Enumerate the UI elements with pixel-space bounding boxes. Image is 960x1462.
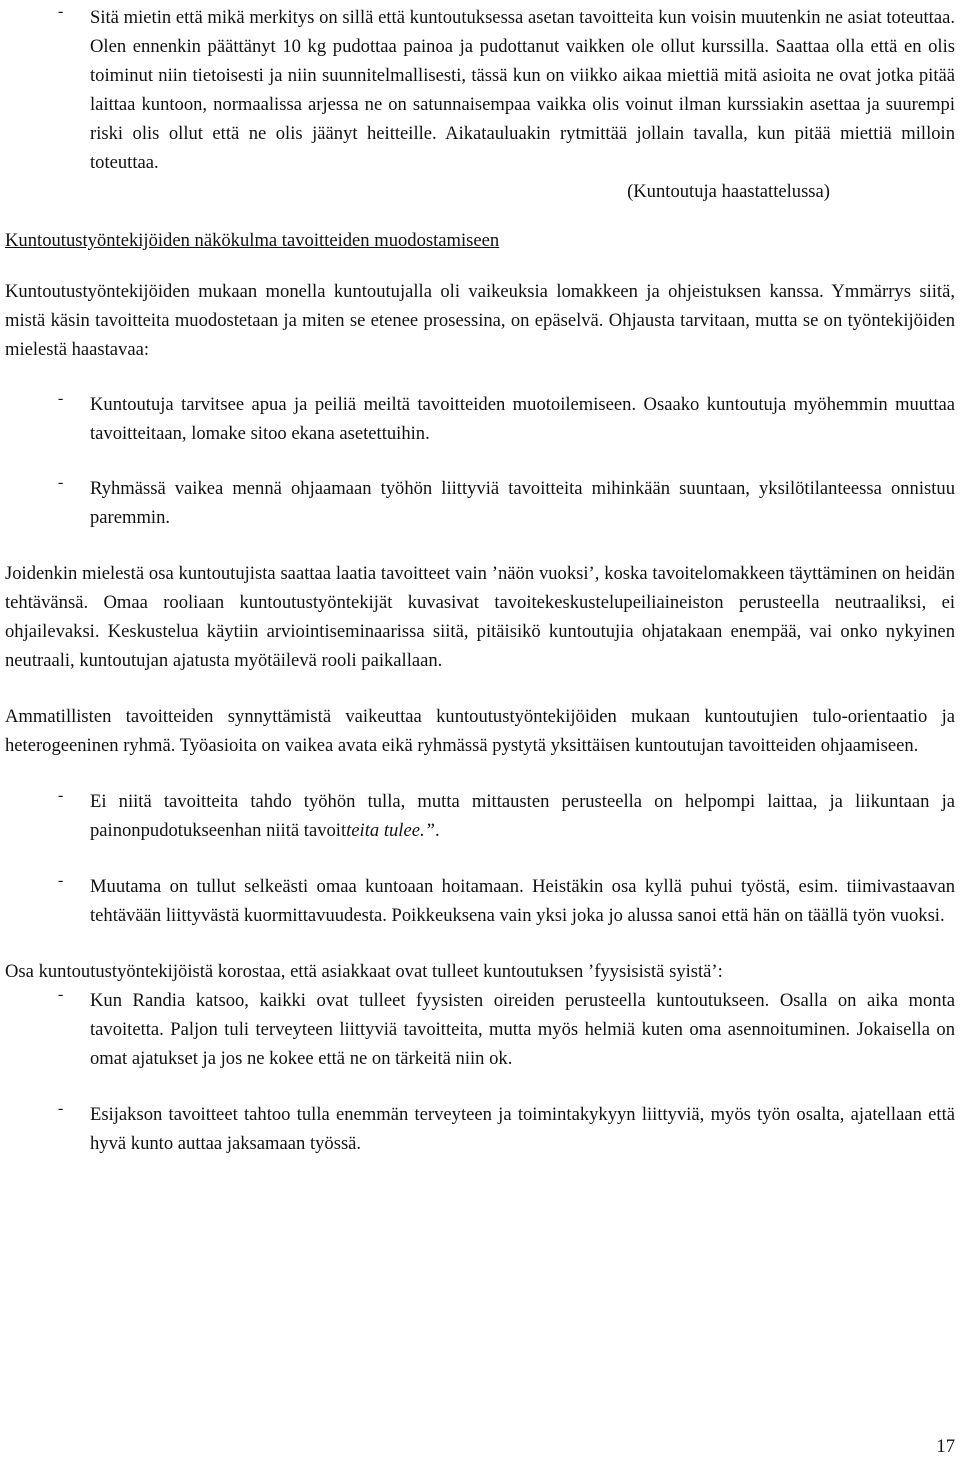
quote-text: Sitä mietin että mikä merkitys on sillä että kuntoutuksessa asetan tavoitteita kun voisin muutenkin ne asiat toteuttaa. Olen ennenkin päättänyt 10 kg pudottaa painoa ja pudottanut vaikken ole ollut kurssilla. Saattaa olla että en olis toiminut niin tietoisesti ja niin suunnitelmallisesti, tässä kun on viikko aikaa miettiä mitä asioita ne ovat jotka pitää laittaa kuntoon, normaalissa arjessa ne on satunnaisempaa vaikka olis voinut ilman kurssiakin asettaa ja suurempi riski olis ollut että ne olis jäänyt heitteille. Aikatauluakin rytmittää jollain tavalla, kun pitää miettiä milloin toteuttaa. bbox=[90, 7, 955, 173]
bullet-dash: - bbox=[58, 986, 64, 1003]
quote-text: Kun Randia katsoo, kaikki ovat tulleet fyysisten oireiden perusteella kuntoutukseen. Osalla on aika monta tavoitetta. Paljon tuli terveyteen liittyviä tavoitteita, mutta myös helmiä kuten oma asennoituminen. Jokaisella on omat ajatukset ja jos ne kokee että ne on tärkeitä niin ok. bbox=[90, 990, 955, 1069]
bullet-dash: - bbox=[58, 390, 64, 407]
quote-bullet bbox=[5, 872, 955, 930]
quote-text: Muutama on tullut selkeästi omaa kuntoaan hoitamaan. Heistäkin osa kyllä puhui työstä, esim. tiimivastaavan tehtävään liittyvästä kuormittavuudesta. Poikkeuksena vain yksi joka jo alussa sanoi että hän on täällä työn vuoksi. bbox=[90, 876, 955, 926]
quote-bullet bbox=[5, 474, 955, 532]
bullet-dash: - bbox=[58, 1100, 64, 1117]
document-page bbox=[5, 3, 955, 1158]
paragraph: Kuntoutustyöntekijöiden mukaan monella kuntoutujalla oli vaikeuksia lomakkeen ja ohjeistuksen kanssa. Ymmärrys siitä, mistä käsin tavoitteita muodostetaan ja miten se etenee prosessina, on epäselvä. Ohjausta tarvitaan, mutta se on työntekijöiden mielestä haastavaa: bbox=[5, 281, 955, 360]
quote-bullet bbox=[5, 986, 955, 1073]
page-number: 17 bbox=[936, 1436, 955, 1457]
quote-text: Ryhmässä vaikea mennä ohjaamaan työhön liittyviä tavoitteita mihinkään suuntaan, yksilötilanteessa onnistuu paremmin. bbox=[90, 478, 955, 528]
paragraph: Joidenkin mielestä osa kuntoutujista saattaa laatia tavoitteet vain ’näön vuoksi’, koska tavoitelomakkeen täyttäminen on heidän tehtävänsä. Omaa rooliaan kuntoutustyöntekijät kuvasivat tavoitekeskustelupeiliaineiston perusteella neutraaliksi, ei ohjailevaksi. Keskustelua käytiin arviointiseminaarissa siitä, pitäisikö kuntoutujia ohjatakaan enempää, vai onko nykyinen neutraali, kuntoutujan ajatusta myötäilevä rooli paikallaan. bbox=[5, 563, 955, 671]
quote-text-main: Ei niitä tavoitteita tahdo työhön tulla, mutta mittausten perusteella on helpompi laittaa, ja liikuntaan ja painonpudotukseenhan niitä tavoit bbox=[90, 791, 955, 841]
bullet-dash: - bbox=[58, 872, 64, 889]
section-heading: Kuntoutustyöntekijöiden näkökulma tavoitteiden muodostamiseen bbox=[5, 230, 500, 251]
quote-text: Esijakson tavoitteet tahtoo tulla enemmän terveyteen ja toimintakykyyn liittyviä, myös työn osalta, ajatellaan että hyvä kunto auttaa jaksamaan työssä. bbox=[90, 1104, 955, 1154]
quote-attribution: (Kuntoutuja haastattelussa) bbox=[627, 181, 830, 202]
bullet-dash: - bbox=[58, 474, 64, 491]
quote-text-italic: teita tulee.” bbox=[346, 820, 435, 841]
quote-bullet bbox=[5, 1100, 955, 1158]
quote-text bbox=[90, 787, 955, 845]
quote-text: Kuntoutuja tarvitsee apua ja peiliä meiltä tavoitteiden muotoilemiseen. Osaako kuntoutuja myöhemmin muuttaa tavoitteitaan, lomake sitoo ekana asetettuihin. bbox=[90, 394, 955, 444]
quote-bullet bbox=[5, 390, 955, 448]
quote-bullet bbox=[5, 787, 955, 845]
paragraph: Osa kuntoutustyöntekijöistä korostaa, että asiakkaat ovat tulleet kuntoutuksen ’fyysisistä syistä’: bbox=[5, 961, 723, 982]
paragraph: Ammatillisten tavoitteiden synnyttämistä vaikeuttaa kuntoutustyöntekijöiden mukaan kuntoutujien tulo-orientaatio ja heterogeeninen ryhmä. Työasioita on vaikea avata eikä ryhmässä pystytä yksittäisen kuntoutujan tavoitteiden ohjaamiseen. bbox=[5, 706, 955, 756]
bullet-dash: - bbox=[58, 3, 64, 20]
bullet-dash: - bbox=[58, 787, 64, 804]
quote-bullet bbox=[5, 3, 955, 177]
quote-text-end: . bbox=[434, 820, 440, 841]
